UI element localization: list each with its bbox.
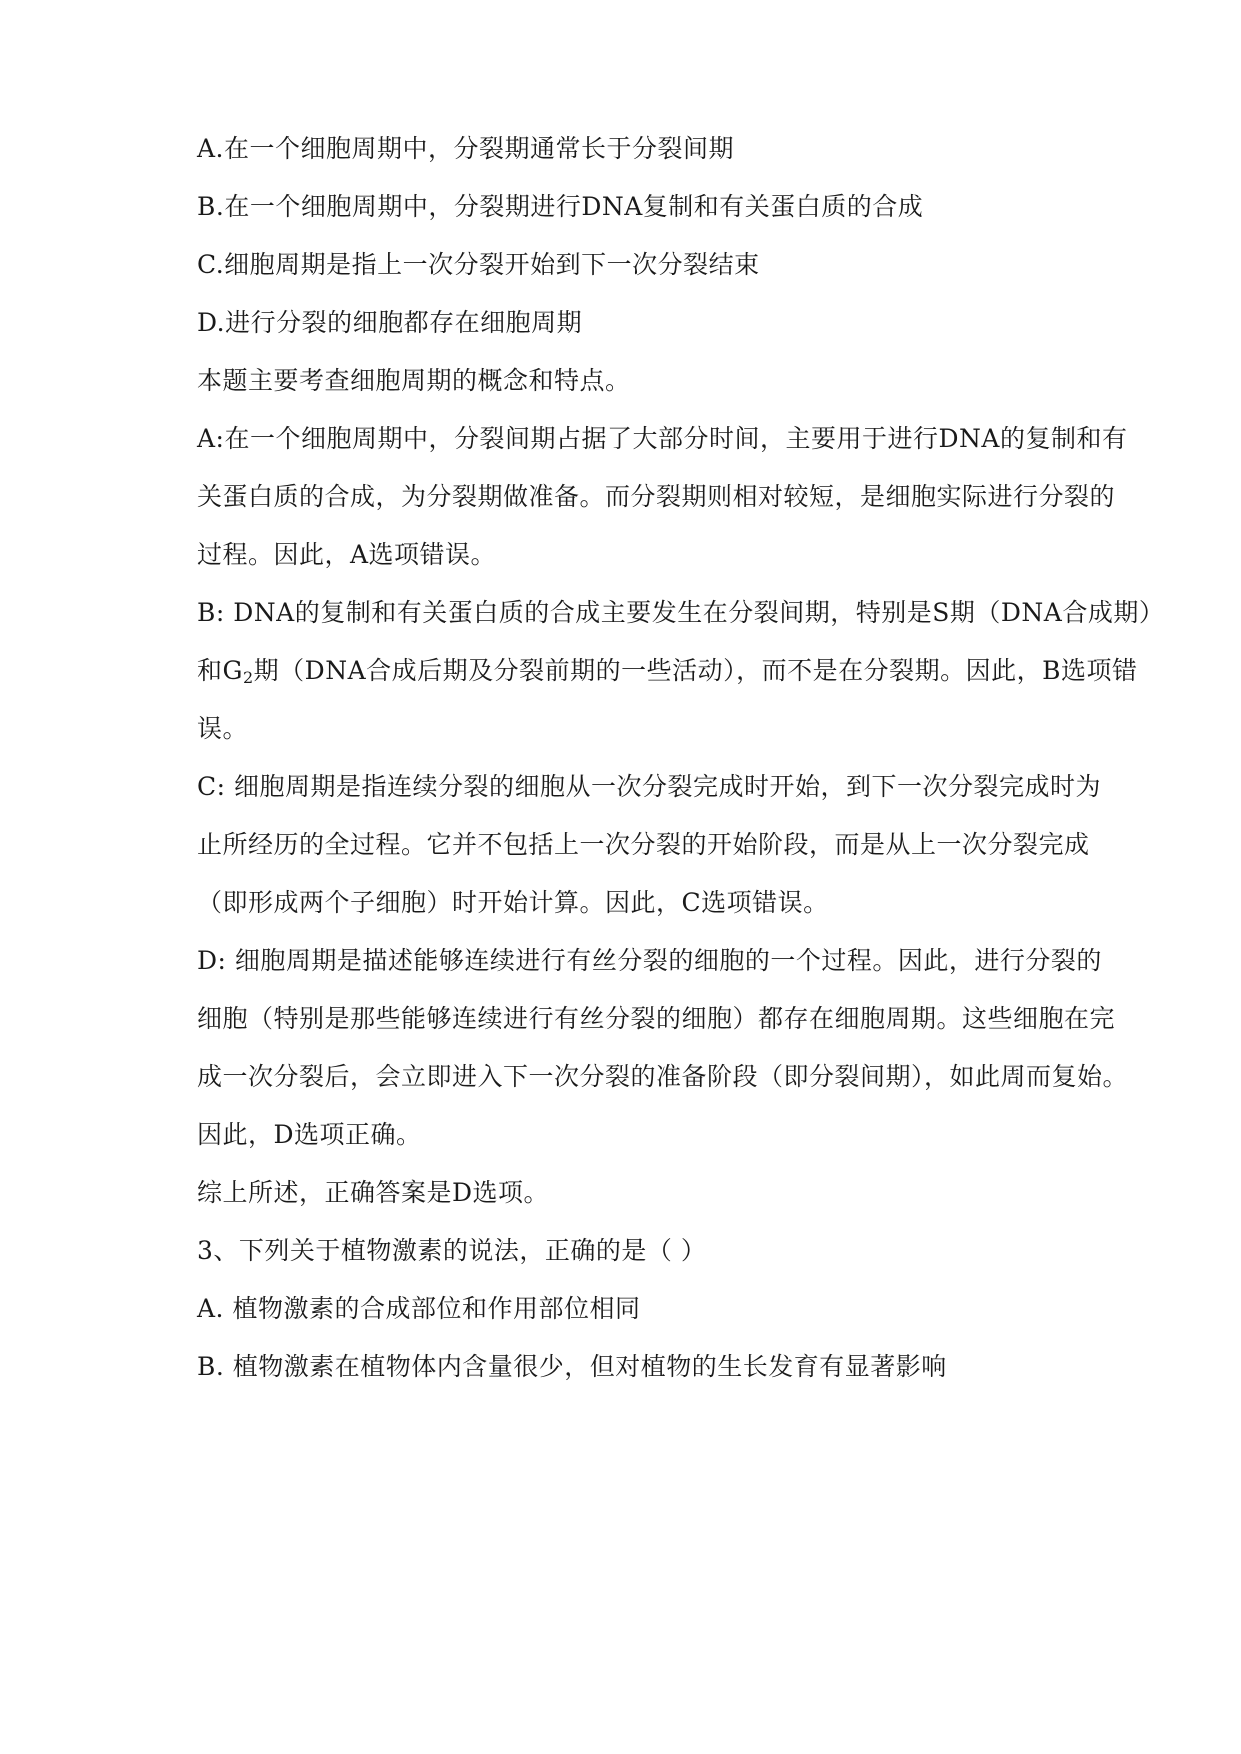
q2-option-c: C.细胞周期是指上一次分裂开始到下一次分裂结束: [197, 250, 760, 279]
q2-option-a: A.在一个细胞周期中，分裂期通常长于分裂间期: [197, 134, 735, 163]
q2-option-d: D.进行分裂的细胞都存在细胞周期: [197, 308, 583, 337]
analysis-b-line-2-post: 期（DNA合成后期及分裂前期的一些活动），而不是在分裂期。因此，B选项错: [253, 656, 1138, 685]
q3-stem: 3、下列关于植物激素的说法，正确的是（ ）: [197, 1236, 707, 1265]
analysis-d-line-2: 细胞（特别是那些能够连续进行有丝分裂的细胞）都存在细胞周期。这些细胞在完: [197, 1004, 1116, 1033]
analysis-conclusion: 综上所述，正确答案是D选项。: [197, 1178, 550, 1207]
analysis-d-line-3: 成一次分裂后，会立即进入下一次分裂的准备阶段（即分裂间期），如此周而复始。: [197, 1062, 1129, 1091]
q2-option-b: B.在一个细胞周期中，分裂期进行DNA复制和有关蛋白质的合成: [197, 192, 924, 221]
analysis-b-line-2: [197, 654, 1138, 688]
analysis-b-line-2-pre: 和G: [197, 656, 243, 685]
analysis-b-line-1: B: DNA的复制和有关蛋白质的合成主要发生在分裂间期，特别是S期（DNA合成期）: [197, 598, 1165, 627]
analysis-c-line-3: （即形成两个子细胞）时开始计算。因此，C选项错误。: [197, 888, 829, 917]
analysis-a-line-2: 关蛋白质的合成，为分裂期做准备。而分裂期则相对较短，是细胞实际进行分裂的: [197, 482, 1116, 511]
analysis-b-line-3: 误。: [197, 714, 249, 743]
analysis-c-line-2: 止所经历的全过程。它并不包括上一次分裂的开始阶段，而是从上一次分裂完成: [197, 830, 1090, 859]
analysis-d-line-4: 因此，D选项正确。: [197, 1120, 422, 1149]
g2-subscript: 2: [242, 668, 254, 687]
q3-option-a: A. 植物激素的合成部位和作用部位相同: [197, 1294, 641, 1323]
analysis-intro: 本题主要考查细胞周期的概念和特点。: [197, 366, 631, 395]
analysis-c-line-1: C: 细胞周期是指连续分裂的细胞从一次分裂完成时开始，到下一次分裂完成时为: [197, 772, 1102, 801]
analysis-d-line-1: D: 细胞周期是描述能够连续进行有丝分裂的细胞的一个过程。因此，进行分裂的: [197, 946, 1102, 975]
q3-option-b: B. 植物激素在植物体内含量很少，但对植物的生长发育有显著影响: [197, 1352, 947, 1381]
analysis-a-line-3: 过程。因此，A选项错误。: [197, 540, 497, 569]
analysis-a-line-1: A:在一个细胞周期中，分裂间期占据了大部分时间，主要用于进行DNA的复制和有: [197, 424, 1128, 453]
